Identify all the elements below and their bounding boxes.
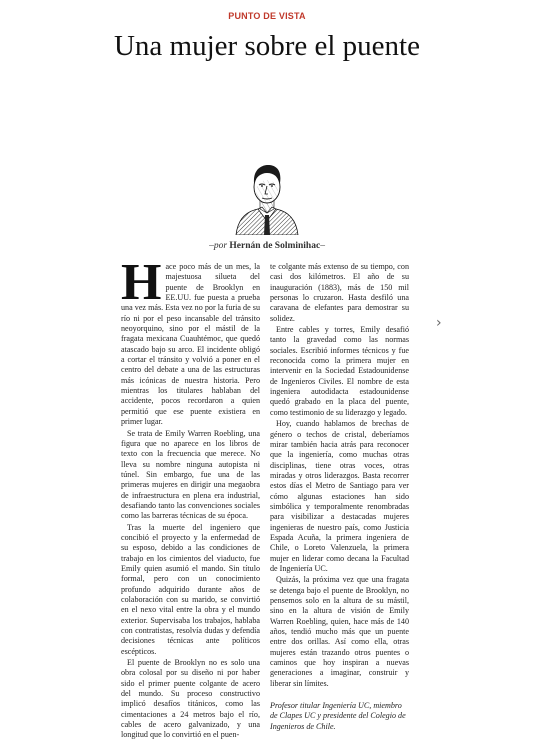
author-name: Hernán de Solminihac (229, 241, 321, 251)
article-column-right (270, 262, 409, 733)
article-paragraph: Quizás, la próxima vez que una fragata se detenga bajo el puente de Brooklyn, no pensemos solo en la altura de su mástil, sino en la altura de visión de Emily Warren Roebling, quien, hace más de 140 años, tendió mucho más que un puente entre dos orillas. Así como ella, otras mujeres están trazando otros puentes o caminos que hoy inspiran a nuevas generaciones a imaginar, construir y liberar sin límites. (270, 575, 409, 688)
headline: Una mujer sobre el puente (113, 30, 420, 62)
drop-cap: H (121, 254, 162, 311)
article-paragraph (121, 254, 260, 428)
article-paragraph: Se trata de Emily Warren Roebling, una figura que no aparece en los libros de texto con la frecuencia que merece. No lleva su nombre ninguna autopista ni túnel. Sin embargo, fue una de las primeras mujeres en dirigir una megaobra de infraestructura en plena era industrial, desafiando tanto las convenciones sociales como las barreras técnicas de su época. (121, 428, 260, 521)
chevron-right-icon[interactable]: › (436, 315, 442, 331)
article-paragraph: Hoy, cuando hablamos de brechas de género o techos de cristal, deberíamos mirar también hacia atrás para reconocer que la ingeniería, como muchas otras disciplinas, tiene otras voces, otras miradas y otros liderazgos. Basta recorrer estos días el Metro de Santiago para ver cómo algunas estaciones han sido simbólica y temporalmente renombradas para visibilizar a destacadas mujeres ingenieras de nuestro país, como Justicia Espada Acuña, la primera ingeniera de Chile, o Loreto Valenzuela, la primera mujer en liderar como decana la Facultad de Ingeniería UC. (270, 419, 409, 573)
author-portrait-illustration (234, 155, 300, 235)
article-column-left (121, 254, 260, 742)
article-paragraph: Tras la muerte del ingeniero que concibió el proyecto y la enfermedad de su esposo, debido a las condiciones de trabajo en los cimientos del viaducto, fue Emily quien asumió el mando. Sin título formal, pero con un conocimiento profundo adquirido durante años de colaboración con su marido, se convirtió en el nexo vital entre la obra y el mundo exterior. Supervisaba los trabajos, hablaba con contratistas, resolvía dudas y defendía decisiones técnicas ante políticos escépticos. (121, 522, 260, 656)
byline (0, 241, 534, 251)
paragraph-text: ace poco más de un mes, la majestuosa silueta del puente de Brooklyn en EE.UU. fue puesta a prueba una vez más. Esta vez no por la furia de su río ni por el peso incansable del tránsito neoyorquino, sino por el mástil de la fragata mexicana Cuauhtémoc, que quedó atascado bajo su arco. El incidente obligó a cortar el tránsito y volvió a poner en el centro del debate a una de las estructuras más icónicas de nuestra historia. Pero mientras los titulares hablaban del accidente, pocos recordaron a quien permitió que ese puente existiera en primer lugar. (121, 262, 260, 427)
author-signature: Profesor titular Ingeniería UC, miembro de Clapes UC y presidente del Colegio de Ingenieros de Chile. (270, 701, 406, 731)
article-paragraph: te colgante más extenso de su tiempo, con casi dos kilómetros. El año de su inauguración (1883), más de 150 mil personas lo cruzaron. Hasta desfiló una caravana de elefantes para demostrar su solidez. (270, 262, 409, 323)
byline-suffix: – (320, 241, 325, 251)
section-label: PUNTO DE VISTA (228, 11, 306, 21)
article-paragraph: El puente de Brooklyn no es solo una obra colosal por su diseño ni por haber sido el primer puente colgante de acero del mundo. Su proceso constructivo implicó desafíos titánicos, como las cimentaciones a 24 metros bajo el río, cables de acero galvanizado, y una longitud que lo convirtió en el puen- (121, 658, 260, 740)
article-paragraph: Entre cables y torres, Emily desafió tanto la gravedad como las normas sociales. Escribió informes técnicos y fue reconocida como la primera mujer en intervenir en la Sociedad Estadounidense de Ingenieros Civiles. El nombre de esta ingeniera autodidacta estadounidense quedó grabado en la placa del puente, como testimonio de su liderazgo y legado. (270, 325, 409, 417)
byline-prefix: –por (209, 241, 230, 251)
author-portrait (234, 155, 300, 235)
